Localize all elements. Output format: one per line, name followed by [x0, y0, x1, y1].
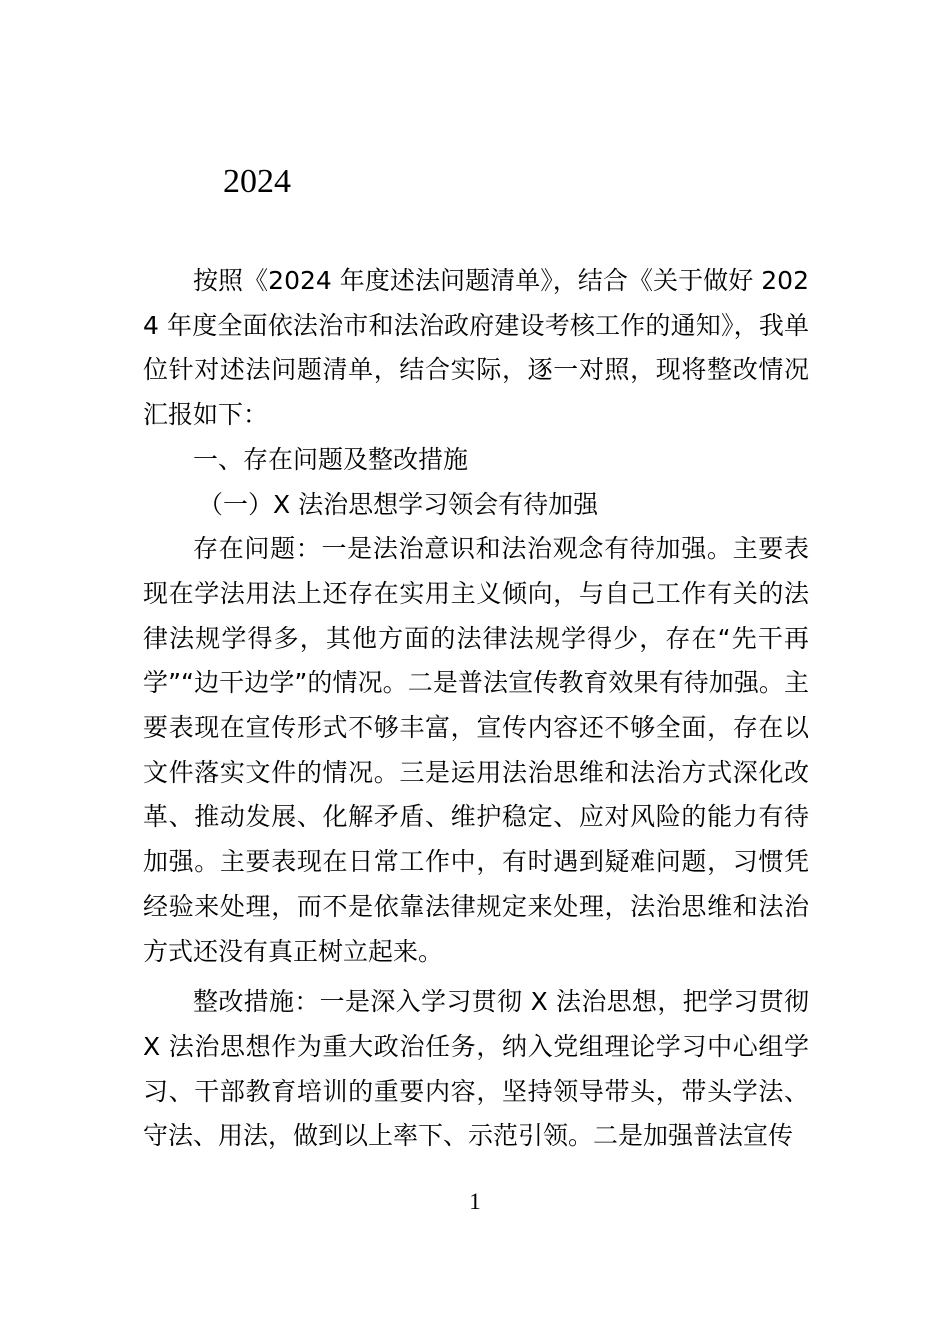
intro-paragraph: 按照《2024 年度述法问题清单》，结合《关于做好 2024 年度全面依法治市和法治政府建设考核工作的通知》，我单位针对述法问题清单，结合实际，逐一对照，现将整改情况汇报如下：	[143, 266, 809, 430]
section-heading: 一、存在问题及整改措施	[193, 444, 469, 474]
document-body	[143, 259, 809, 1159]
page-number: 1	[469, 1189, 481, 1214]
subsection-heading: （一）X 法治思想学习领会有待加强	[198, 489, 599, 519]
measures-paragraph: 整改措施：一是深入学习贯彻 X 法治思想，把学习贯彻 X 法治思想作为重大政治任务，纳入党组理论学习中心组学习、干部教育培训的重要内容，坚持领导带头，带头学法、守法、用法，做到以上率下、示范引领。二是加强普法宣传	[143, 987, 809, 1151]
document-title-year: 2024	[223, 163, 291, 200]
problem-paragraph: 存在问题：一是法治意识和法治观念有待加强。主要表现在学法用法上还存在实用主义倾向，与自己工作有关的法律法规学得多，其他方面的法律法规学得少，存在“先干再学”“边干边学”的情况。二是普法宣传教育效果有待加强。主要表现在宣传形式不够丰富，宣传内容还不够全面，存在以文件落实文件的情况。三是运用法治思维和法治方式深化改革、推动发展、化解矛盾、维护稳定、应对风险的能力有待加强。主要表现在日常工作中，有时遇到疑难问题，习惯凭经验来处理，而不是依靠法律规定来处理，法治思维和法治方式还没有真正树立起来。	[143, 534, 809, 966]
